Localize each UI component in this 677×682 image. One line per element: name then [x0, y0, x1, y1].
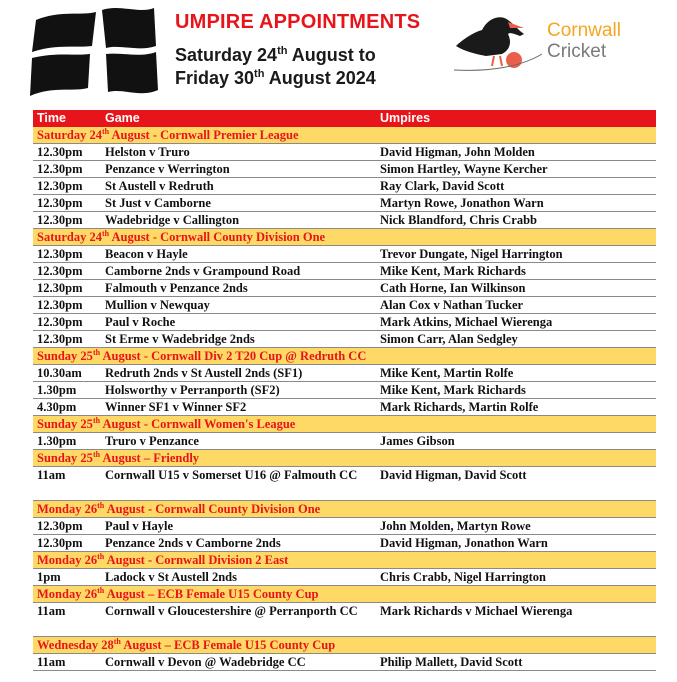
section-title: Saturday 24th August - Cornwall County Division One [33, 229, 656, 246]
match-umpires: James Gibson [376, 433, 656, 450]
match-umpires: Ray Clark, David Scott [376, 178, 656, 195]
match-time: 12.30pm [33, 195, 101, 212]
match-game: Ladock v St Austell 2nds [101, 569, 376, 586]
section-header-row [33, 416, 656, 433]
match-game: Falmouth v Penzance 2nds [101, 280, 376, 297]
match-time: 12.30pm [33, 161, 101, 178]
table-row [33, 195, 656, 212]
table-row [33, 314, 656, 331]
column-header-umpires: Umpires [376, 110, 656, 127]
match-game: Cornwall U15 v Somerset U16 @ Falmouth CC [101, 467, 376, 501]
section-header-row [33, 501, 656, 518]
table-row [33, 433, 656, 450]
match-time: 11am [33, 603, 101, 637]
section-header-row [33, 586, 656, 603]
section-header-row [33, 450, 656, 467]
section-title: Wednesday 28th August – ECB Female U15 County Cup [33, 637, 656, 654]
table-row [33, 603, 656, 637]
match-time: 1.30pm [33, 433, 101, 450]
match-time: 12.30pm [33, 178, 101, 195]
match-time: 12.30pm [33, 280, 101, 297]
column-header-game: Game [101, 110, 376, 127]
table-row [33, 178, 656, 195]
table-row [33, 654, 656, 671]
section-header-row [33, 229, 656, 246]
match-time: 10.30am [33, 365, 101, 382]
match-game: Cornwall v Gloucestershire @ Perranporth CC [101, 603, 376, 637]
match-time: 12.30pm [33, 297, 101, 314]
match-game: St Austell v Redruth [101, 178, 376, 195]
section-title: Sunday 25th August - Cornwall Div 2 T20 Cup @ Redruth CC [33, 348, 656, 365]
table-row [33, 569, 656, 586]
match-time: 1pm [33, 569, 101, 586]
match-umpires: Philip Mallett, David Scott [376, 654, 656, 671]
match-time: 1.30pm [33, 382, 101, 399]
match-game: Wadebridge v Callington [101, 212, 376, 229]
match-umpires: Mark Richards v Michael Wierenga [376, 603, 656, 637]
match-game: Beacon v Hayle [101, 246, 376, 263]
cornwall-flag-icon [30, 6, 160, 100]
match-game: Redruth 2nds v St Austell 2nds (SF1) [101, 365, 376, 382]
match-game: Penzance 2nds v Camborne 2nds [101, 535, 376, 552]
table-row [33, 365, 656, 382]
match-umpires: Chris Crabb, Nigel Harrington [376, 569, 656, 586]
match-game: Paul v Hayle [101, 518, 376, 535]
match-time: 12.30pm [33, 535, 101, 552]
match-game: Mullion v Newquay [101, 297, 376, 314]
section-header-row [33, 552, 656, 569]
match-time: 12.30pm [33, 263, 101, 280]
section-header-row [33, 127, 656, 144]
table-row [33, 467, 656, 501]
match-game: Truro v Penzance [101, 433, 376, 450]
section-title: Monday 26th August – ECB Female U15 County Cup [33, 586, 656, 603]
section-header-row [33, 637, 656, 654]
match-umpires: Mike Kent, Mark Richards [376, 263, 656, 280]
match-umpires: Alan Cox v Nathan Tucker [376, 297, 656, 314]
match-umpires: Simon Carr, Alan Sedgley [376, 331, 656, 348]
appointments-table [33, 110, 656, 671]
logo-line1: Cornwall [547, 20, 621, 41]
match-umpires: Mark Richards, Martin Rolfe [376, 399, 656, 416]
match-umpires: Trevor Dungate, Nigel Harrington [376, 246, 656, 263]
table-row [33, 212, 656, 229]
match-umpires: David Higman, David Scott [376, 467, 656, 501]
table-row [33, 263, 656, 280]
match-time: 11am [33, 654, 101, 671]
match-umpires: Martyn Rowe, Jonathon Warn [376, 195, 656, 212]
section-header-row [33, 348, 656, 365]
match-umpires: Mike Kent, Martin Rolfe [376, 365, 656, 382]
match-umpires: Simon Hartley, Wayne Kercher [376, 161, 656, 178]
match-time: 11am [33, 467, 101, 501]
match-time: 4.30pm [33, 399, 101, 416]
section-title: Saturday 24th August - Cornwall Premier League [33, 127, 656, 144]
match-game: Holsworthy v Perranporth (SF2) [101, 382, 376, 399]
match-game: Paul v Roche [101, 314, 376, 331]
match-time: 12.30pm [33, 212, 101, 229]
match-game: Winner SF1 v Winner SF2 [101, 399, 376, 416]
match-time: 12.30pm [33, 144, 101, 161]
logo-text [547, 20, 621, 62]
match-umpires: Cath Horne, Ian Wilkinson [376, 280, 656, 297]
table-row [33, 518, 656, 535]
table-header-row [33, 110, 656, 127]
section-title: Sunday 25th August - Cornwall Women's League [33, 416, 656, 433]
table-row [33, 280, 656, 297]
match-umpires: Mark Atkins, Michael Wierenga [376, 314, 656, 331]
match-umpires: David Higman, Jonathon Warn [376, 535, 656, 552]
section-title: Sunday 25th August – Friendly [33, 450, 656, 467]
match-game: Camborne 2nds v Grampound Road [101, 263, 376, 280]
match-game: Penzance v Werrington [101, 161, 376, 178]
table-row [33, 144, 656, 161]
section-title: Monday 26th August - Cornwall County Division One [33, 501, 656, 518]
page-title: UMPIRE APPOINTMENTS [175, 11, 421, 33]
table-row [33, 382, 656, 399]
match-game: St Erme v Wadebridge 2nds [101, 331, 376, 348]
match-time: 12.30pm [33, 246, 101, 263]
table-row [33, 535, 656, 552]
match-umpires: Nick Blandford, Chris Crabb [376, 212, 656, 229]
date-range: Saturday 24th August to Friday 30th August 2024 [175, 45, 376, 88]
match-time: 12.30pm [33, 314, 101, 331]
match-time: 12.30pm [33, 518, 101, 535]
logo-line2: Cricket [547, 41, 607, 62]
match-game: Cornwall v Devon @ Wadebridge CC [101, 654, 376, 671]
match-umpires: John Molden, Martyn Rowe [376, 518, 656, 535]
table-row [33, 297, 656, 314]
table-row [33, 246, 656, 263]
match-game: Helston v Truro [101, 144, 376, 161]
table-row [33, 399, 656, 416]
table-row [33, 161, 656, 178]
match-umpires: Mike Kent, Mark Richards [376, 382, 656, 399]
match-time: 12.30pm [33, 331, 101, 348]
section-title: Monday 26th August - Cornwall Division 2 East [33, 552, 656, 569]
match-umpires: David Higman, John Molden [376, 144, 656, 161]
match-game: St Just v Camborne [101, 195, 376, 212]
table-row [33, 331, 656, 348]
column-header-time: Time [33, 110, 101, 127]
